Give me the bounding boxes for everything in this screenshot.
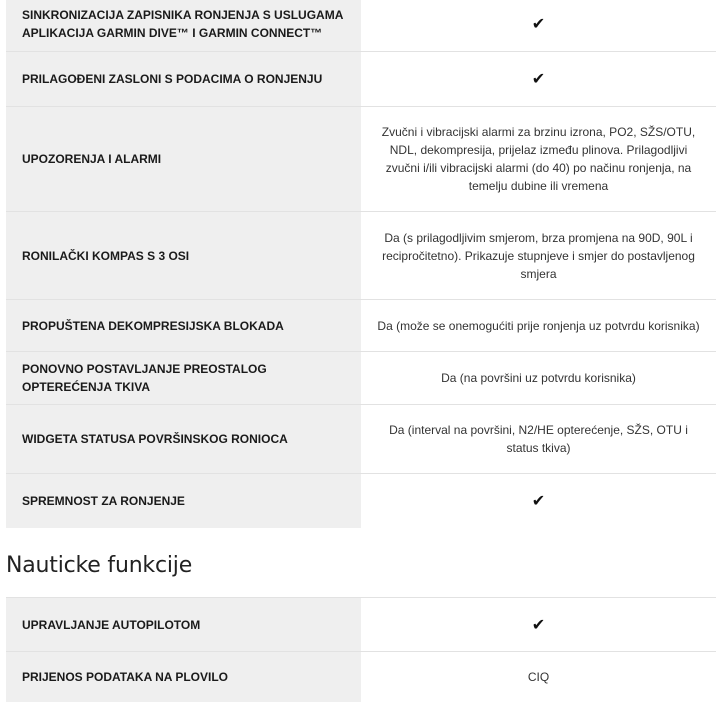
row-value: Da (na površini uz potvrdu korisnika): [441, 371, 636, 385]
row-value: CIQ: [527, 670, 550, 684]
check-icon: ✔: [531, 69, 546, 88]
row-label: PRIJENOS PODATAKA NA PLOVILO: [6, 652, 361, 702]
table-row: [6, 474, 716, 528]
row-label: SPREMNOST ZA RONJENJE: [6, 474, 361, 528]
section-heading: Nauticke funkcije: [6, 553, 193, 578]
row-value: Da (interval na površini, N2/HE opterećenje, SŽS, OTU i status tkiva): [389, 423, 688, 455]
row-label: UPOZORENJA I ALARMI: [6, 107, 361, 211]
table-row: [6, 652, 716, 702]
row-label: PRILAGOĐENI ZASLONI S PODACIMA O RONJENJU: [6, 52, 361, 106]
table-row: [6, 107, 716, 212]
table-row: [6, 300, 716, 352]
check-icon: ✔: [531, 14, 546, 33]
table-row: [6, 0, 716, 52]
table-row: [6, 405, 716, 474]
table-row: [6, 598, 716, 652]
dive-features-table: [6, 0, 716, 528]
table-row: [6, 52, 716, 107]
row-label: SINKRONIZACIJA ZAPISNIKA RONJENJA S USLUGAMA APLIKACIJA GARMIN DIVE™ I GARMIN CONNECT™: [6, 0, 361, 51]
row-label: RONILAČKI KOMPAS S 3 OSI: [6, 212, 361, 299]
row-label: WIDGETA STATUSA POVRŠINSKOG RONIOCA: [6, 405, 361, 473]
table-row: [6, 352, 716, 405]
row-value: Zvučni i vibracijski alarmi za brzinu izrona, PO2, SŽS/OTU, NDL, dekompresija, prijelaz između plinova. Prilagodljivi zvučni i/ili vibracijski alarmi (do 40) po načinu ronjenja, na temelju dubine ili vremena: [381, 125, 696, 193]
check-icon: ✔: [531, 614, 546, 634]
check-icon: ✔: [531, 491, 546, 510]
table-row: [6, 212, 716, 300]
row-value: Da (s prilagodljivim smjerom, brza promjena na 90D, 90L i recipročitetno). Prikazuje stupnjeve i smjer do postavljenog smjera: [382, 230, 695, 281]
row-label: UPRAVLJANJE AUTOPILOTOM: [6, 598, 361, 651]
row-label: PROPUŠTENA DEKOMPRESIJSKA BLOKADA: [6, 300, 361, 351]
row-label: PONOVNO POSTAVLJANJE PREOSTALOG OPTEREĆENJA TKIVA: [6, 352, 361, 404]
row-value: Da (može se onemogućiti prije ronjenja uz potvrdu korisnika): [377, 318, 700, 333]
nautical-features-table: [6, 597, 716, 702]
